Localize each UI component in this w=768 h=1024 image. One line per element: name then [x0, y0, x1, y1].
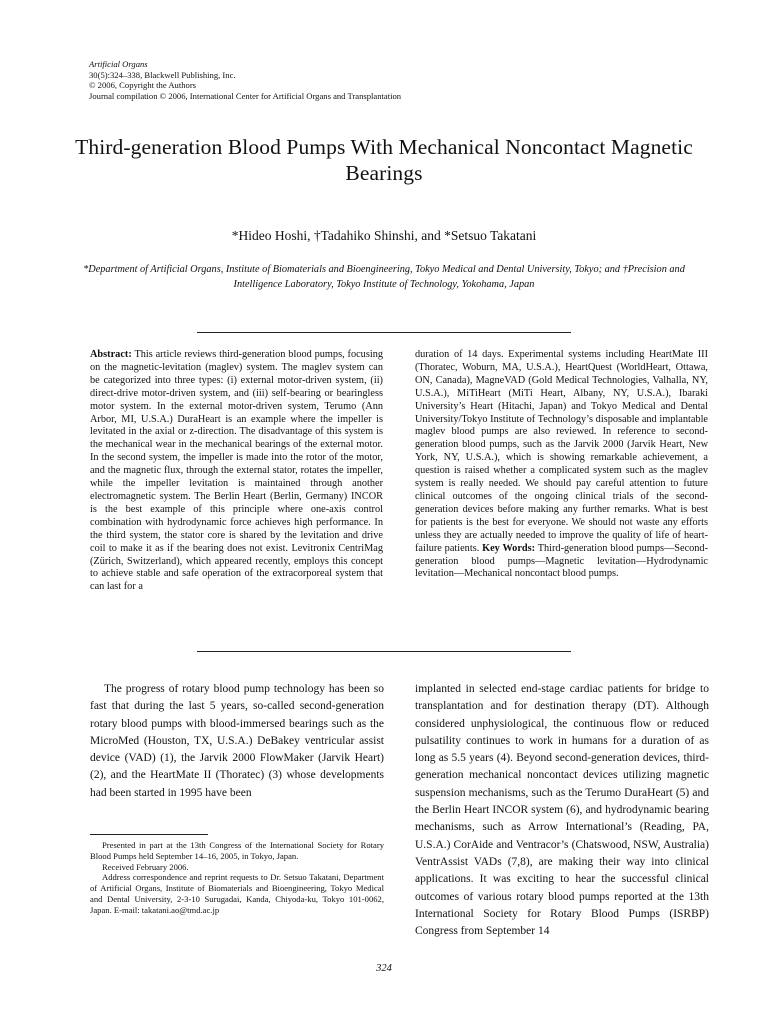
abstract-text-left: This article reviews third-generation blood pumps, focusing on the magnetic-levitation (maglev) system. The maglev system can be categorized into three types: (i) external motor-driven system, (ii) direct-drive motor-driven system, and (iii) self-bearing or bearingless motor system. In the external motor-driven system, Terumo (Ann Arbor, MI, U.S.A.) DuraHeart is an example where the impeller is levitated in the axial or z-direction. The disadvantage of this system is the mechanical wear in the mechanical bearings of the external motor. In the second system, the impeller is made into the rotor of the motor, and the magnetic flux, through the external stator, rotates the impeller, while the impeller levitation is maintained through another electromagnetic system. The Berlin Heart (Berlin, Germany) INCOR is the best example of this principle where one-axis control combination with hydrodynamic force achieves high performance. In the third system, the stator core is shared by the levitation and drive coil to make it as if the bearing does not exist. Levitronix CentriMag (Zürich, Switzerland), which appeared recently, employs this concept to achieve stable and safe operation of the extracorporeal system that can last for a	[90, 349, 383, 593]
keywords-label: Key Words:	[482, 542, 536, 554]
page-number: 324	[376, 963, 392, 974]
keywords-text: Third-generation blood pumps—Second-generation blood pumps—Magnetic levitation—Hydrodynamic levitation—Mechanical noncontact blood pumps.	[415, 542, 709, 580]
footnote-rule	[90, 834, 208, 835]
abstract-top-rule	[197, 332, 571, 333]
abstract-label: Abstract:	[90, 349, 132, 360]
abstract-right-column	[415, 349, 708, 581]
body-text-left: The progress of rotary blood pump technology has been so fast that during the last 5 years, so-called second-generation rotary blood pumps with blood-immersed bearings such as the MicroMed (Houston, TX, U.S.A.) DeBakey ventricular assist device (VAD) (1), the Jarvik 2000 FlowMaker (Jarvik Heart) (2), and the HeartMate II (Thoratec) (3) whose developments had been started in 1995 have been	[90, 683, 384, 799]
journal-copyright: © 2006, Copyright the Authors	[89, 80, 197, 91]
abstract-bottom-rule	[197, 651, 571, 652]
journal-compilation: Journal compilation © 2006, International Center for Artificial Organs and Transplantation	[89, 90, 402, 101]
journal-header	[89, 59, 401, 101]
footnotes	[90, 840, 384, 916]
journal-name: Artificial Organs	[89, 59, 148, 69]
journal-citation: 30(5):324–338, Blackwell Publishing, Inc.	[89, 69, 236, 80]
footnote-presented: Presented in part at the 13th Congress of the International Society for Rotary Blood Pumps held September 14–16, 2005, in Tokyo, Japan.	[90, 840, 384, 861]
author-list: *Hideo Hoshi, †Tadahiko Shinshi, and *Setsuo Takatani	[231, 228, 537, 243]
body-text-right: implanted in selected end-stage cardiac patients for bridge to transplantation and for destination therapy (DT). Although considered unphysiological, the continuous flow or reduced pulsatility continues to work in humans for a duration of as long as 5.5 years (4). Beyond second-generation devices, third-generation mechanical noncontact devices utilizing magnetic suspension mechanisms, such as the Terumo DuraHeart (5) and the Berlin Heart INCOR system (6), and hydrodynamic bearing mechanisms, such as Arrow International’s (Reading, PA, U.S.A.) CorAide and Ventracor’s (Chatswood, NSW, Australia) VentrAssist VADs (7,8), are making their way into clinical applications. It was exciting to hear the successful clinical outcomes of various rotary blood pumps reported at the 13th International Society for Rotary Blood Pumps (ISRBP) Congress from September 14	[415, 683, 709, 938]
footnote-received: Received February 2006.	[102, 861, 189, 872]
abstract-left-column	[90, 349, 383, 594]
footnote-address: Address correspondence and reprint requests to Dr. Setsuo Takatani, Department of Artificial Organs, Institute of Biomaterials and Bioengineering, Tokyo Medical and Dental University, 2-3-10 Surugadai, Kanda, Chiyoda-ku, Tokyo 101-0062, Japan. E-mail: takatani.ao@tmd.ac.jp	[90, 872, 384, 915]
article-title: Third-generation Blood Pumps With Mechanical Noncontact Magnetic Bearings	[75, 135, 693, 185]
abstract-text-right: duration of 14 days. Experimental systems including HeartMate III (Thoratec, Woburn, MA, U.S.A.), HeartQuest (WorldHeart, Ottawa, ON, Canada), MagneVAD (Gold Medical Technologies, Valhalla, NY, U.S.A.), MiTiHeart (MiTi Heart, Albany, NY, U.S.A.), Ibaraki University’s Heart (Hitachi, Japan) and Tokyo Medical and Dental University/Tokyo Institute of Technology’s disposable and implantable maglev blood pumps are also reviewed. In reference to second-generation blood pumps, such as the Jarvik 2000 (Jarvik Heart, New York, NY, U.S.A.), which is showing remarkable achievement, a question is raised whether a complicated system such as the maglev system is really needed. We should pay careful attention to future clinical outcomes of the ongoing clinical trials of the second-generation devices before making any further remarks. What is best for patients is the best for everyone. We should not waste any efforts unless they are actually needed to improve the quality of life of heart-failure patients.	[415, 349, 708, 554]
affiliations: *Department of Artificial Organs, Institute of Biomaterials and Bioengineering, Tokyo Medical and Dental University, Tokyo; and †Precision and Intelligence Laboratory, Tokyo Institute of Technology, Yokohama, Japan	[83, 264, 685, 290]
